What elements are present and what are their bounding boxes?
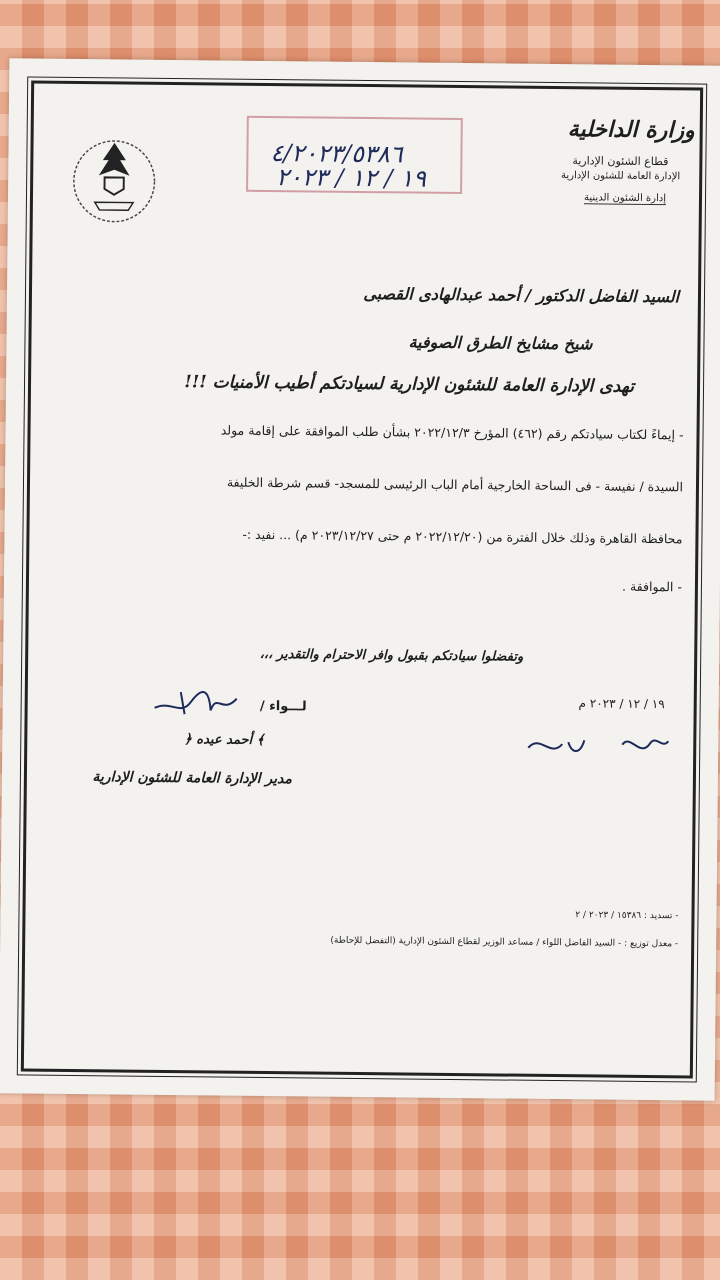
signer-name: ﴾ أحمد عيده ﴿	[184, 732, 265, 748]
signer-position: مدير الإدارة العامة للشئون الإدارية	[92, 769, 292, 788]
ministry-emblem-icon	[66, 131, 163, 228]
sector-name: قطاع الشئون الإدارية	[572, 154, 669, 169]
body-line: محافظة القاهرة وذلك خلال الفترة من (٢٠٢٢/١٢/٢٠ م حتى ٢٠٢٣/١٢/٢٧ م) ... نفيد :-	[242, 526, 683, 547]
department-name: إدارة الشئون الدينية	[583, 192, 667, 205]
signer-rank: لـــواء /	[259, 698, 307, 715]
letter-date: ١٩ / ١٢ / ٢٠٢٣ م	[578, 696, 665, 712]
page-border	[21, 81, 703, 1079]
ministry-title: وزارة الداخلية	[567, 116, 695, 144]
signature-icon	[150, 680, 250, 725]
handwritten-ref-date: ١٩ / ١٢ / ٢٠٢٣	[276, 163, 427, 193]
addressee: السيد الفاضل الدكتور / أحمد عبدالهادى القصبى	[363, 283, 680, 307]
closing-line: وتفضلوا سيادتكم بقبول وافر الاحترام والتقدير ،،،	[259, 646, 524, 665]
body-line: السيدة / نفيسة - فى الساحة الخارجية أمام الباب الرئيسى للمسجد- قسم شرطة الخليفة	[226, 474, 684, 495]
addressee-title: شيخ مشايخ الطرق الصوفية	[408, 332, 593, 354]
reference-note: - تسديد : ١٥٣٨٦ / ٢٠٢٣ / ٢	[575, 910, 679, 922]
letter-paper	[0, 58, 720, 1100]
greeting: تهدى الإدارة العامة للشئون الإدارية لسيادتكم أطيب الأمنيات !!!	[184, 372, 635, 397]
body-line: - الموافقة .	[621, 578, 683, 595]
distribution-note: - معدل توزيع : - السيد الفاضل اللواء / مساعد الوزير لقطاع الشئون الإدارية (التفضل للإحاطة)	[330, 935, 679, 950]
body-line: - إيماءً لكتاب سيادتكم رقم (٤٦٢) المؤرخ ٢٠٢٢/١٢/٣ بشأن طلب الموافقة على إقامة مولد	[220, 422, 684, 443]
general-administration: الإدارة العامة للشئون الإدارية	[560, 170, 681, 183]
handwritten-ref-number: ٤/٢٠٢٣/٥٣٨٦	[270, 139, 403, 169]
initials-signature-icon	[522, 724, 672, 770]
